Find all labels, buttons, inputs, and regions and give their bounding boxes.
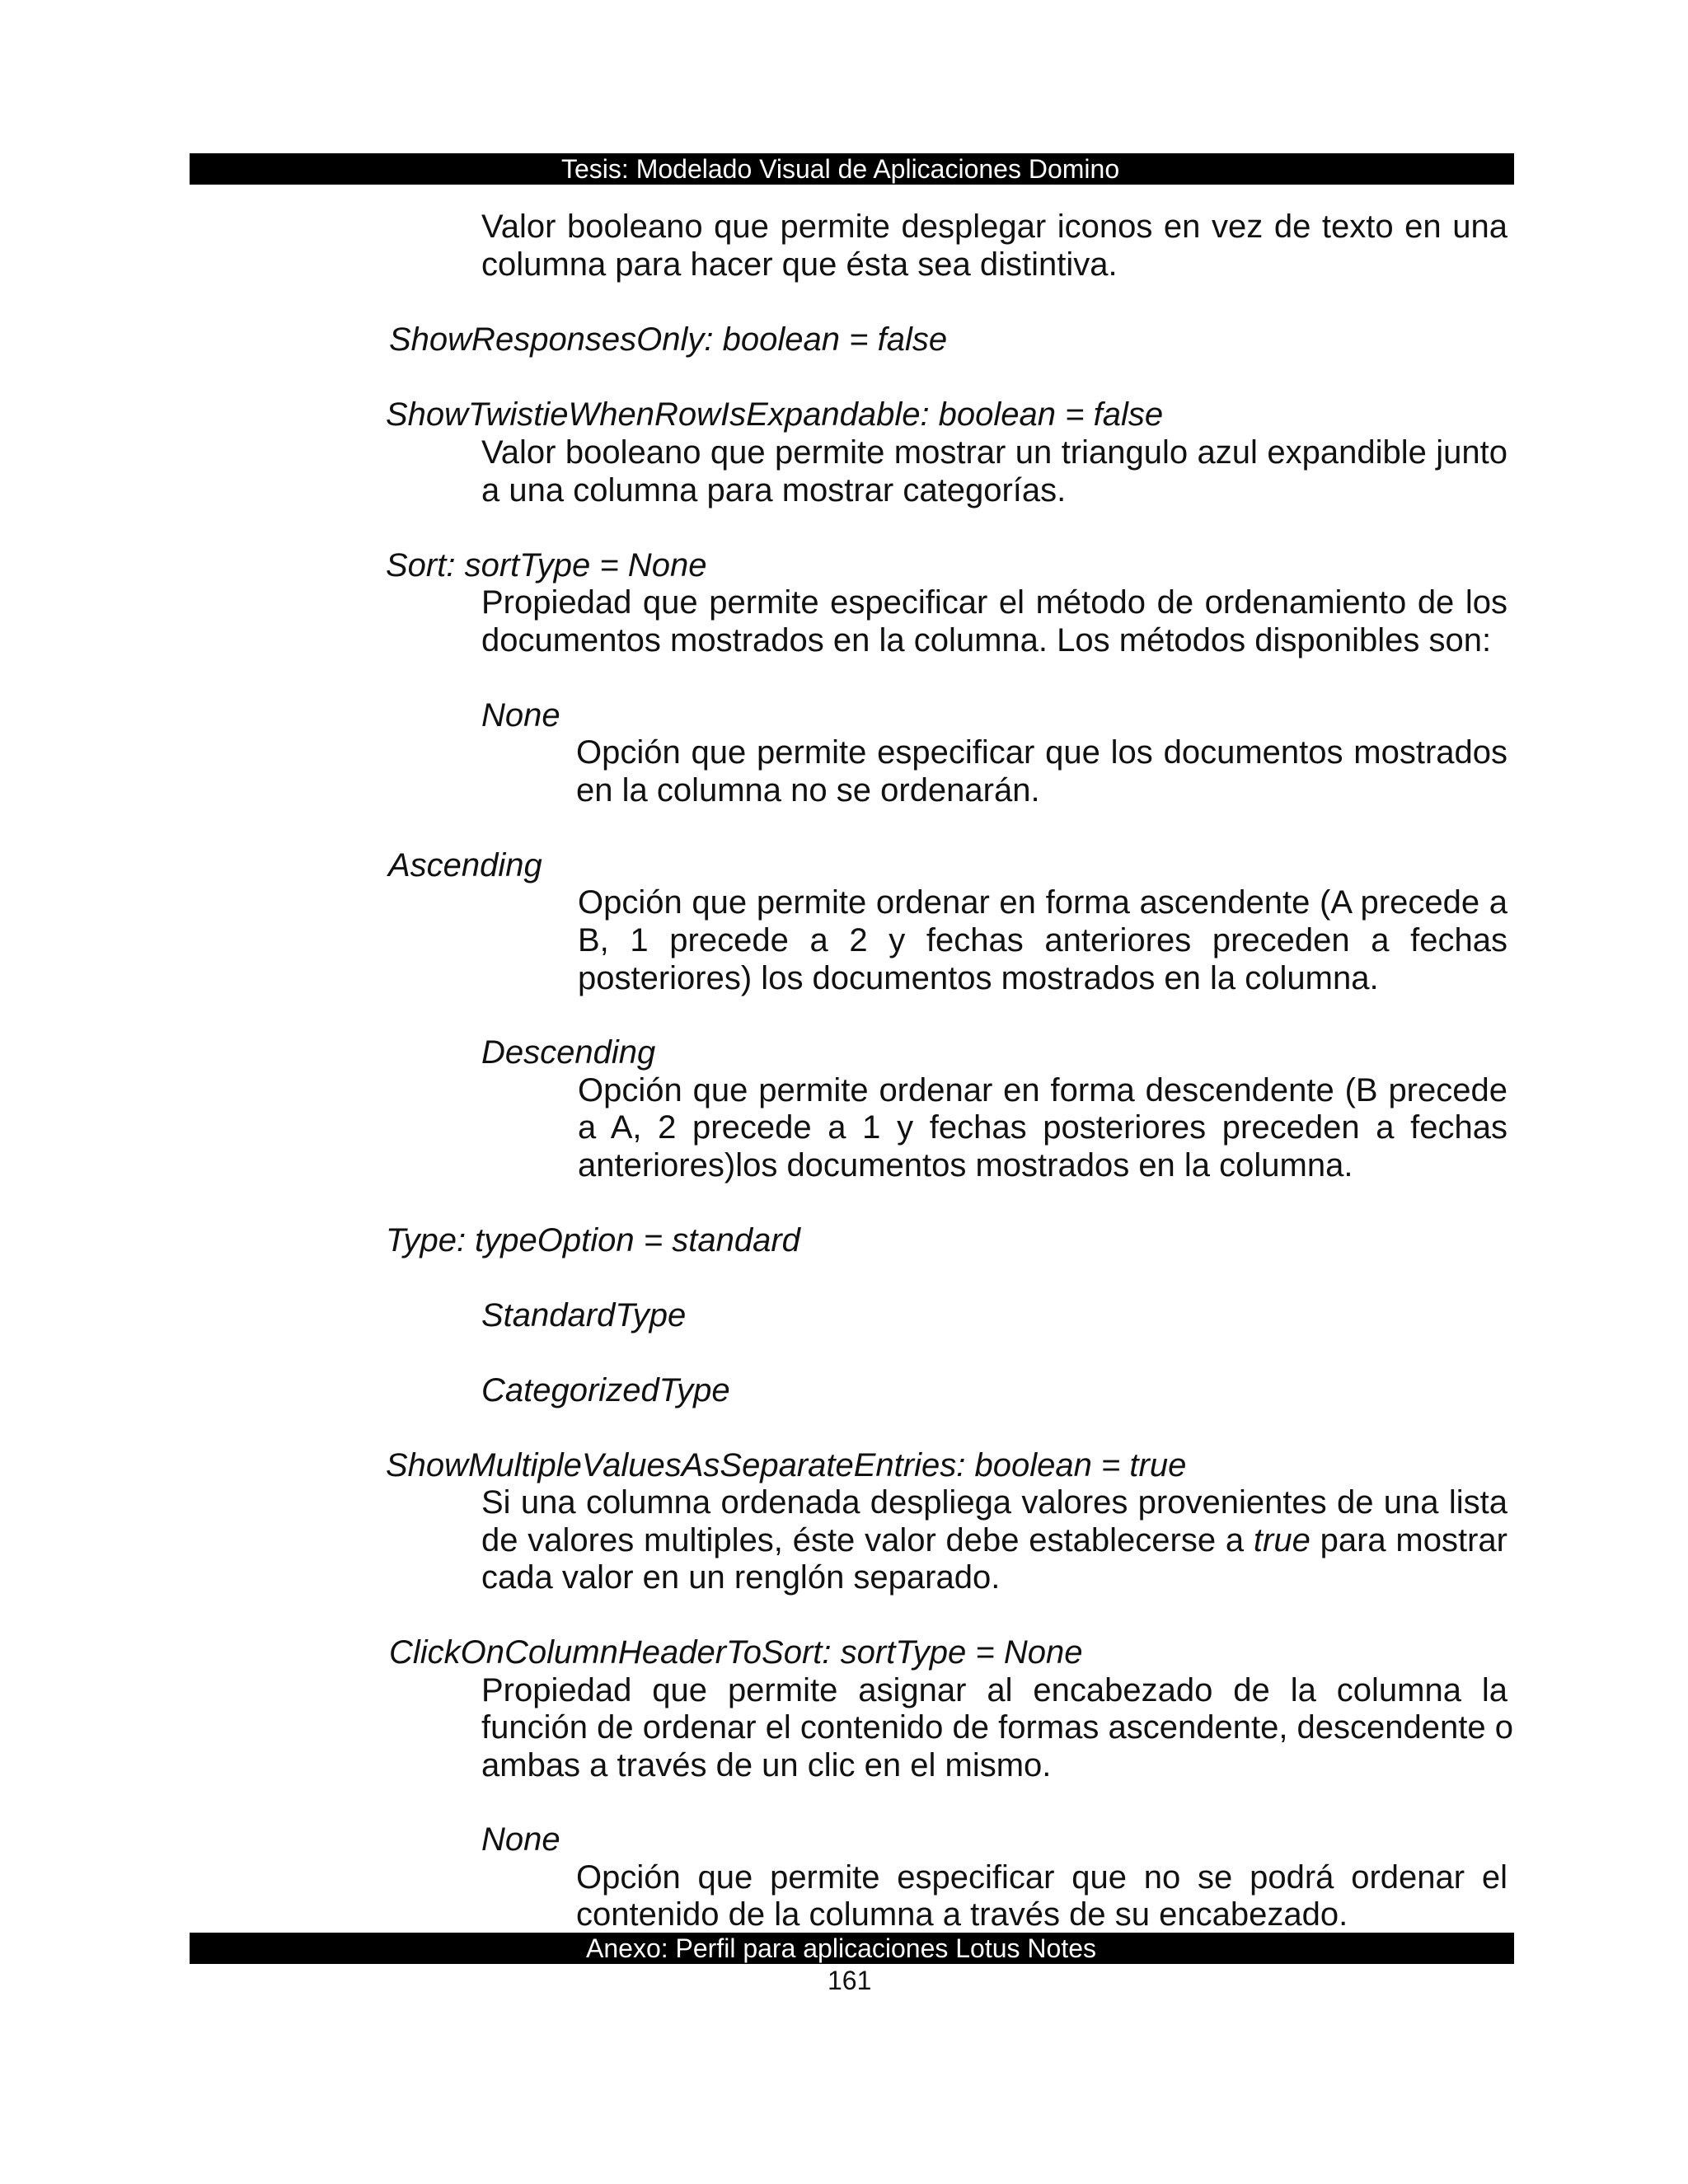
click-sort-line-2: función de ordenar el contenido de formas ascendente, descendente o — [481, 1709, 1513, 1746]
sort-option-descending-line-1: Opción que permite ordenar en forma descendente (B precede — [578, 1072, 1507, 1108]
show-twistie-line-1: Valor booleano que permite mostrar un triangulo azul expandible junto — [481, 434, 1507, 471]
show-multiple-line-2-before: de valores multiples, éste valor debe establecerse a — [481, 1522, 1254, 1558]
sort-option-descending-line-3: anteriores)los documentos mostrados en la columna. — [578, 1147, 1353, 1183]
sort-option-ascending-line-3: posteriores) los documentos mostrados en la columna. — [578, 960, 1379, 996]
sort-heading: Sort: sortType = None — [386, 547, 707, 583]
click-sort-option-none-name: None — [481, 1821, 560, 1858]
type-heading: Type: typeOption = standard — [386, 1222, 800, 1258]
sort-option-descending-name: Descending — [481, 1034, 656, 1071]
page-number: 161 — [828, 1966, 872, 1995]
footer-title: Anexo: Perfil para aplicaciones Lotus Notes — [586, 1933, 1097, 1963]
header-bar — [190, 153, 1514, 185]
footer-bar — [190, 1933, 1514, 1964]
show-responses-only-heading: ShowResponsesOnly: boolean = false — [389, 321, 948, 358]
click-sort-heading: ClickOnColumnHeaderToSort: sortType = None — [389, 1634, 1083, 1671]
true-keyword: true — [1253, 1522, 1311, 1558]
click-sort-line-1: Propiedad que permite asignar al encabezado de la columna la — [481, 1672, 1507, 1708]
sort-line-2: documentos mostrados en la columna. Los métodos disponibles son: — [481, 622, 1492, 658]
show-multiple-heading: ShowMultipleValuesAsSeparateEntries: boolean = true — [386, 1447, 1187, 1483]
sort-option-ascending-name: Ascending — [388, 847, 542, 883]
show-twistie-heading: ShowTwistieWhenRowIsExpandable: boolean = false — [386, 396, 1164, 433]
click-sort-option-none-line-2: contenido de la columna a través de su encabezado. — [576, 1896, 1348, 1933]
show-twistie-line-2: a una columna para mostrar categorías. — [481, 472, 1067, 509]
intro-line-2: columna para hacer que ésta sea distintiva. — [481, 246, 1118, 283]
sort-option-none-name: None — [481, 697, 560, 733]
click-sort-option-none-line-1: Opción que permite especificar que no se podrá ordenar el — [576, 1859, 1507, 1896]
intro-line-1: Valor booleano que permite desplegar iconos en vez de texto en una — [481, 209, 1507, 245]
sort-option-ascending-line-1: Opción que permite ordenar en forma ascendente (A precede a — [578, 884, 1507, 921]
type-option-standard: StandardType — [481, 1297, 687, 1333]
show-multiple-line-2-after: para mostrar — [1310, 1522, 1507, 1558]
show-multiple-line-3: cada valor en un renglón separado. — [481, 1559, 1001, 1596]
sort-option-none-line-2: en la columna no se ordenarán. — [576, 772, 1040, 808]
sort-option-descending-line-2: a A, 2 precede a 1 y fechas posteriores preceden a fechas — [578, 1109, 1507, 1146]
click-sort-line-3: ambas a través de un clic en el mismo. — [481, 1747, 1052, 1783]
show-multiple-line-1: Si una columna ordenada despliega valores provenientes de una lista — [481, 1484, 1507, 1521]
sort-option-ascending-line-2: B, 1 precede a 2 y fechas anteriores preceden a fechas — [578, 922, 1507, 958]
sort-option-none-line-1: Opción que permite especificar que los documentos mostrados — [576, 734, 1507, 771]
type-option-categorized: CategorizedType — [481, 1372, 730, 1408]
header-title: Tesis: Modelado Visual de Aplicaciones Domino — [561, 154, 1120, 184]
show-multiple-line-2 — [481, 1521, 1507, 1559]
sort-line-1: Propiedad que permite especificar el método de ordenamiento de los — [481, 584, 1507, 621]
